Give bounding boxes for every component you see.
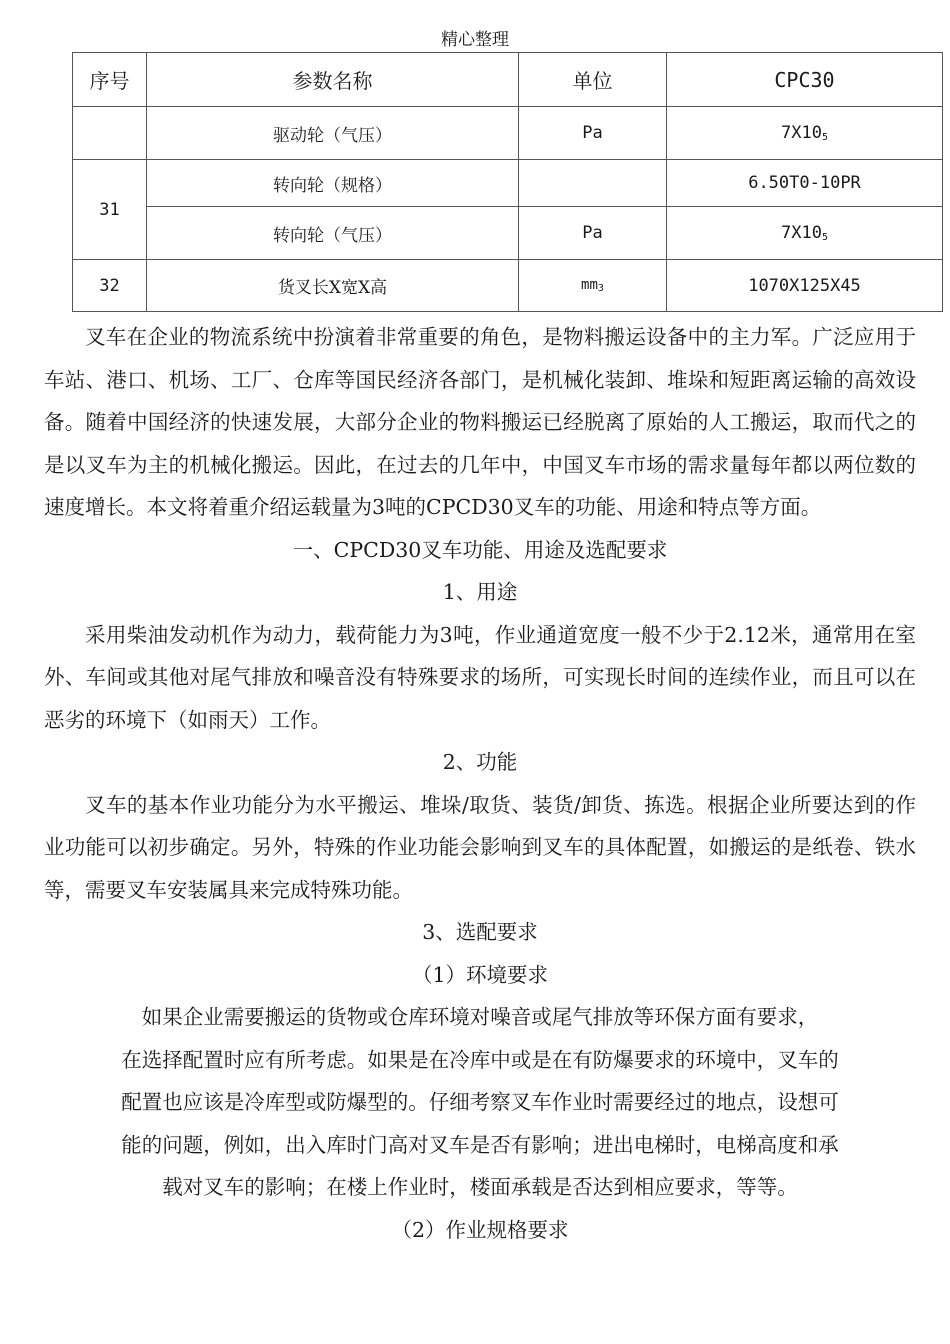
section-heading: 一、CPCD30叉车功能、用途及选配要求 xyxy=(292,537,668,562)
subheading-spec: （2）作业规格要求 xyxy=(391,1217,569,1242)
row-no xyxy=(73,107,147,160)
row-name: 货叉长X宽X高 xyxy=(147,260,519,312)
document-body xyxy=(44,316,916,1251)
row-unit: Pa xyxy=(519,207,667,260)
col-header-model: CPC30 xyxy=(667,53,943,107)
page-header: 精心整理 xyxy=(441,30,509,50)
row-unit xyxy=(519,160,667,207)
table-row xyxy=(73,207,943,260)
table-row xyxy=(73,107,943,160)
row-no: 32 xyxy=(73,260,147,312)
value-base: 7X10 xyxy=(781,223,822,243)
table-row xyxy=(73,160,943,207)
subheading-function: 2、功能 xyxy=(442,750,518,774)
table-row xyxy=(73,260,943,312)
env-line: 在选择配置时应有所考虑。如果是在冷库中或是在有防爆要求的环境中，叉车的 xyxy=(121,1047,839,1072)
env-line: 载对叉车的影响；在楼上作业时，楼面承载是否达到相应要求，等等。 xyxy=(162,1175,798,1199)
subheading-environment: （1）环境要求 xyxy=(411,962,549,987)
row-value xyxy=(667,207,943,260)
row-name: 驱动轮（气压） xyxy=(147,107,519,160)
row-value: 6.50T0-10PR xyxy=(667,160,943,207)
value-base: 7X10 xyxy=(781,123,822,143)
col-header-no: 序号 xyxy=(73,53,147,107)
intro-paragraph: 叉车在企业的物流系统中扮演着非常重要的角色，是物料搬运设备中的主力军。广泛应用于车站、港口、机场、工厂、仓库等国民经济各部门，是机械化装卸、堆垛和短距离运输的高效设备。随着中国经济的快速发展，大部分企业的物料搬运已经脱离了原始的人工搬运，取而代之的是以叉车为主的机械化搬运。因此，在过去的几年中，中国叉车市场的需求量每年都以两位数的速度增长。本文将着重介绍运载量为3吨的CPCD30叉车的功能、用途和特点等方面。 xyxy=(44,325,916,519)
row-unit xyxy=(519,260,667,312)
row-name: 转向轮（规格） xyxy=(147,160,519,207)
col-header-name: 参数名称 xyxy=(147,53,519,107)
spec-table xyxy=(72,52,943,312)
function-paragraph: 叉车的基本作业功能分为水平搬运、堆垛/取货、装货/卸货、拣选。根据企业所要达到的作业功能可以初步确定。另外，特殊的作业功能会影响到叉车的具体配置，如搬运的是纸卷、铁水等，需要叉车安装属具来完成特殊功能。 xyxy=(44,792,916,902)
unit-sub: 3 xyxy=(597,283,604,294)
subheading-use: 1、用途 xyxy=(442,580,518,604)
row-value: 1070X125X45 xyxy=(667,260,943,312)
row-no: 31 xyxy=(73,160,147,260)
table-header-row xyxy=(73,53,943,107)
row-unit: Pa xyxy=(519,107,667,160)
use-paragraph: 采用柴油发动机作为动力，载荷能力为3吨，作业通道宽度一般不少于2.12米，通常用在室外、车间或其他对尾气排放和噪音没有特殊要求的场所，可实现长时间的连续作业，而且可以在恶劣的环境下（如雨天）工作。 xyxy=(44,622,916,732)
value-sub: 5 xyxy=(821,132,828,143)
env-line: 能的问题，例如，出入库时门高对叉车是否有影响；进出电梯时，电梯高度和承 xyxy=(121,1132,839,1157)
env-line: 配置也应该是冷库型或防爆型的。仔细考察叉车作业时需要经过的地点，设想可 xyxy=(121,1090,839,1114)
row-name: 转向轮（气压） xyxy=(147,207,519,260)
col-header-unit: 单位 xyxy=(519,53,667,107)
subheading-selection: 3、选配要求 xyxy=(422,920,538,944)
unit-base: mm xyxy=(581,277,598,293)
value-sub: 5 xyxy=(821,232,828,243)
row-value xyxy=(667,107,943,160)
env-line: 如果企业需要搬运的货物或仓库环境对噪音或尾气排放等环保方面有要求， xyxy=(141,1005,819,1029)
